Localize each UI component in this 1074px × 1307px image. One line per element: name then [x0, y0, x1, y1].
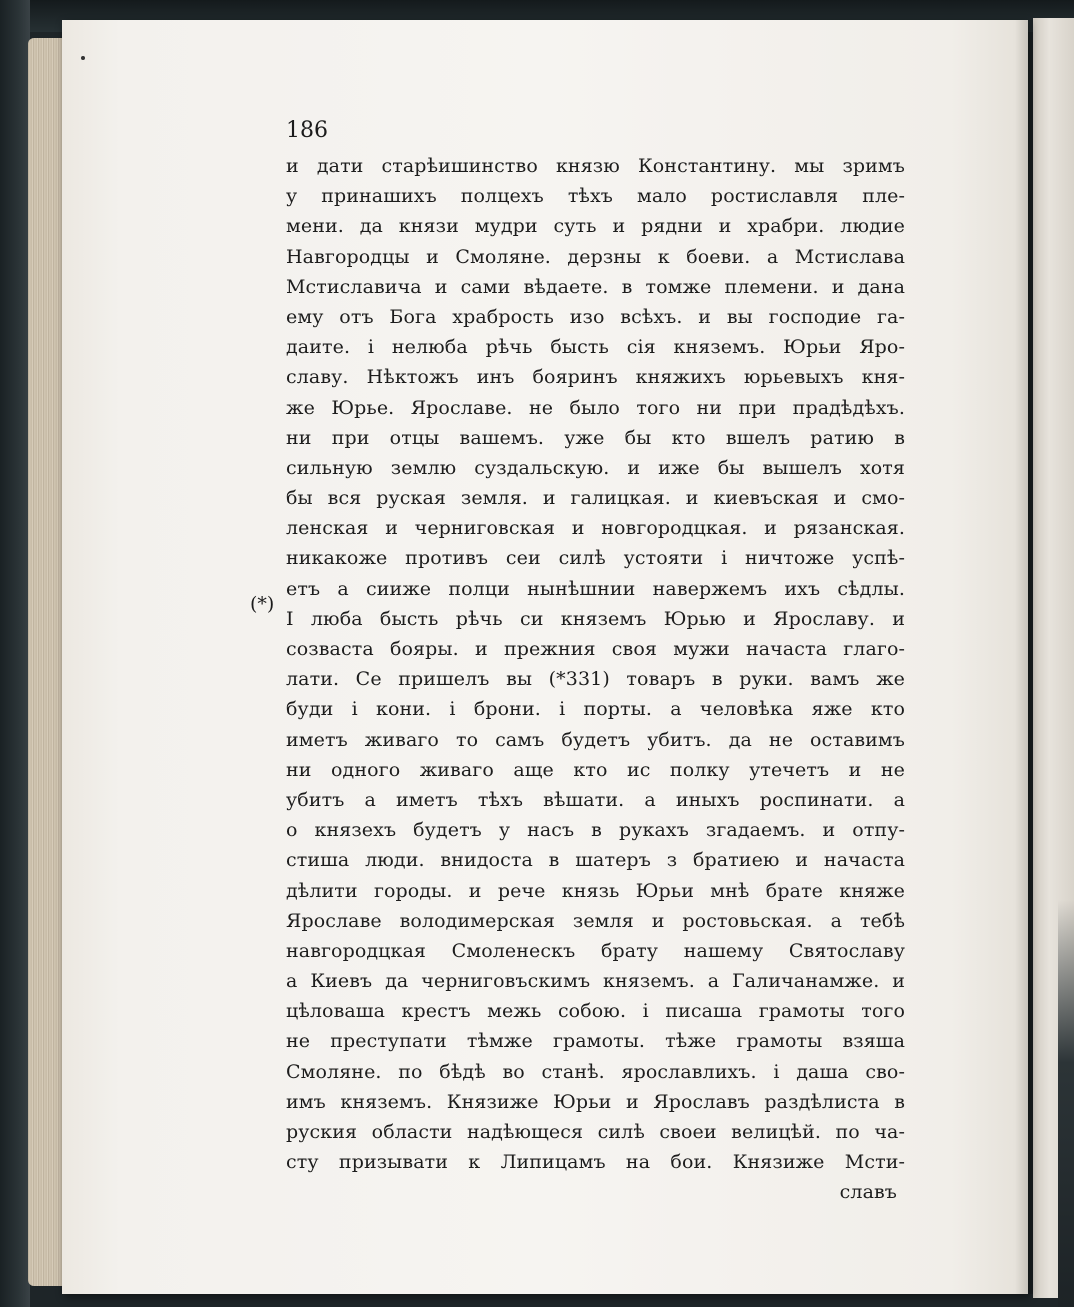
- margin-footnote-marker: (*): [250, 593, 275, 615]
- text-line: етъ а сииже полци нынѣшнии навержемъ ихъ сѣдлы.: [286, 577, 905, 600]
- page-number: 186: [286, 118, 328, 143]
- text-line: бы вся руская земля. и галицкая. и киевъская и смо-: [286, 487, 905, 510]
- text-line: дѣлити городы. и рече князь Юрьи мнѣ брате княже: [286, 879, 905, 902]
- text-line: ленская и черниговская и новгородцкая. и рязанская.: [286, 517, 905, 540]
- text-line: о князехъ будетъ у насъ в рукахъ згадаемъ. и отпу-: [286, 819, 905, 842]
- text-line: сту призывати к Липицамъ на бои. Князиже Мсти-: [286, 1151, 905, 1174]
- text-line: никакоже противъ сеи силѣ устояти і ничтоже успѣ-: [286, 547, 905, 570]
- text-line: цѣловаша крестъ межь собою. і писаша грамоты того: [286, 1000, 905, 1023]
- text-line: не преступати тѣмже грамоты. тѣже грамоты взяша: [286, 1030, 905, 1053]
- text-line: а Киевъ да черниговъскимъ княземъ. а Галичанамже. и: [286, 970, 905, 993]
- text-line: ни при отцы вашемъ. уже бы кто вшелъ ратию в: [286, 426, 905, 449]
- text-line: стиша люди. внидоста в шатеръ з братиею и начаста: [286, 849, 905, 872]
- page-text: [286, 151, 905, 1208]
- text-line: у принашихъ полцехъ тѣхъ мало ростиславля пле-: [286, 185, 905, 208]
- text-line: иметъ живаго то самъ будетъ убитъ. да не оставимъ: [286, 728, 905, 751]
- text-line: и дати старѣишинство князю Константину. мы зримъ: [286, 155, 905, 177]
- text-line: навгородцкая Смоленескъ брату нашему Святославу: [286, 939, 905, 962]
- book-cover-left: [0, 0, 30, 1307]
- text-line: Смоляне. по бѣдѣ во станѣ. ярославлихъ. і даша сво-: [286, 1060, 905, 1083]
- text-line: имъ княземъ. Князиже Юрьи и Ярославъ раздѣлиста в: [286, 1090, 905, 1113]
- spine-shadow: [1015, 20, 1033, 1294]
- facing-page-shadow: [1058, 900, 1074, 1307]
- text-line: Навгородцы и Смоляне. дерзны к боеви. а Мстислава: [286, 245, 905, 268]
- text-line: Ярославе володимерская земля и ростовьская. а тебѣ: [286, 909, 905, 932]
- text-line: ни одного живаго аще кто ис полку утечетъ и не: [286, 758, 905, 781]
- text-line: даите. і нелюба рѣчь бысть сія княземъ. Юрьи Яро-: [286, 336, 905, 359]
- text-line: славу. Нѣктожъ инъ бояринъ княжихъ юрьевыхъ кня-: [286, 366, 905, 389]
- text-line: руския области надѣющеся силѣ своеи велицѣй. по ча-: [286, 1121, 905, 1143]
- text-line: буди і кони. і брони. і порты. а человѣка яже кто: [286, 698, 905, 721]
- text-line: мени. да князи мудри суть и рядни и храбри. людие: [286, 215, 905, 238]
- paper-speck: [81, 56, 85, 60]
- catchword: славъ: [839, 1181, 897, 1204]
- text-line: созваста бояры. и прежния своя мужи начаста глаго-: [286, 638, 905, 660]
- text-line: сильную землю суздальскую. и иже бы вышелъ хотя: [286, 456, 905, 479]
- text-line: Мстиславича и сами вѣдаете. в томже племени. и дана: [286, 275, 905, 298]
- text-line: убитъ а иметъ тѣхъ вѣшати. а иныхъ роспинати. а: [286, 788, 905, 811]
- text-line: ему отъ Бога храбрость изо всѣхъ. и вы господие га-: [286, 305, 905, 328]
- text-line: І люба бысть рѣчь си княземъ Юрью и Ярославу. и: [286, 607, 905, 630]
- text-line: же Юрье. Ярославе. не было того ни при прадѣдѣхъ.: [286, 396, 905, 419]
- text-line: лати. Се пришелъ вы (*331) товаръ в руки. вамъ же: [286, 668, 905, 691]
